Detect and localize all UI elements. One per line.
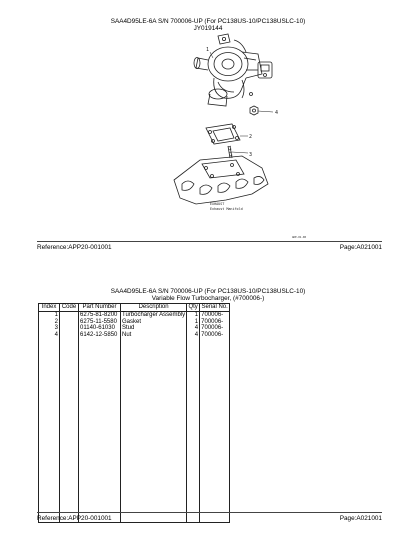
page2-footer-rule xyxy=(37,512,382,513)
page1-title: SAA4D95LE-6A S/N 700006-UP (For PC138US-10/PC138USLC-10) xyxy=(110,18,306,25)
column-header-qty: Qty xyxy=(188,304,198,311)
serial-cell: 700006- xyxy=(200,332,230,339)
qty-cell: 4 xyxy=(187,325,200,332)
description-cell: Turbocharger Assembly xyxy=(122,312,186,318)
manifold-label-line2: Exhaust Manifold xyxy=(210,207,243,211)
code-cell xyxy=(60,325,79,332)
parts-table-header xyxy=(39,304,230,312)
gasket-part xyxy=(206,124,240,144)
description-cell: Stud xyxy=(121,325,187,332)
parts-table xyxy=(38,303,230,523)
index-cell: 2 xyxy=(39,319,60,326)
table-row xyxy=(39,319,230,326)
stud-part xyxy=(228,146,233,158)
nut-part xyxy=(250,106,258,115)
page2-reference: Reference:APP20-001001 xyxy=(37,515,112,522)
index-cell: 4 xyxy=(39,332,60,339)
serial-cell: 700006- xyxy=(200,319,230,326)
page1-footer-rule xyxy=(37,241,382,242)
table-row xyxy=(39,325,230,332)
index-cell: 3 xyxy=(39,325,60,332)
table-row xyxy=(39,332,230,339)
callout-3: 3 xyxy=(249,152,253,158)
column-header-code: Code xyxy=(60,304,79,312)
column-header-serial-no: Serial No. xyxy=(201,304,228,311)
part-number-cell: 6275-81-8200 xyxy=(79,312,121,319)
code-cell xyxy=(60,319,79,326)
callout-1: 1 xyxy=(206,47,210,53)
serial-cell: 700006- xyxy=(200,325,230,332)
column-header-description: Description xyxy=(121,304,187,312)
qty-cell: 1 xyxy=(187,319,200,326)
drawing-code: ADE-01-00 xyxy=(292,236,307,239)
page2-subtitle: Variable Flow Turbocharger, (#700006-) xyxy=(151,295,265,302)
page2-page-id: Page:A021001 xyxy=(339,515,382,522)
qty-cell: 4 xyxy=(187,332,200,339)
page1-subtitle: JY019144 xyxy=(193,25,223,32)
code-cell xyxy=(60,332,79,339)
table-filler-row xyxy=(39,338,230,523)
top-bracket-part xyxy=(218,34,230,44)
callout-2: 2 xyxy=(249,134,253,140)
page2-title: SAA4D95LE-6A S/N 700006-UP (For PC138US-10/PC138USLC-10) xyxy=(110,288,306,295)
manifold-label-line1: EXHAUST xyxy=(210,202,225,206)
description-cell: Gasket xyxy=(121,319,187,326)
description-cell: Nut xyxy=(121,332,187,339)
part-number-cell: 6275-11-5580 xyxy=(79,319,121,326)
index-cell: 1 xyxy=(39,312,60,319)
page1-page-id: Page:A021001 xyxy=(339,244,382,251)
page1-reference: Reference:APP20-001001 xyxy=(37,244,112,251)
turbocharger-exploded-drawing xyxy=(130,32,307,240)
code-cell xyxy=(60,312,79,319)
column-header-part-number: Part Number xyxy=(79,304,121,312)
qty-cell: 1 xyxy=(187,312,200,319)
column-header-index: Index xyxy=(39,304,60,312)
part-number-cell: 6142-12-5850 xyxy=(79,332,121,339)
exhaust-manifold-part xyxy=(174,156,268,204)
table-row xyxy=(39,312,230,319)
serial-cell: 700006- xyxy=(200,312,230,319)
part-number-cell: 01140-61030 xyxy=(79,325,121,332)
callout-4: 4 xyxy=(275,110,279,116)
